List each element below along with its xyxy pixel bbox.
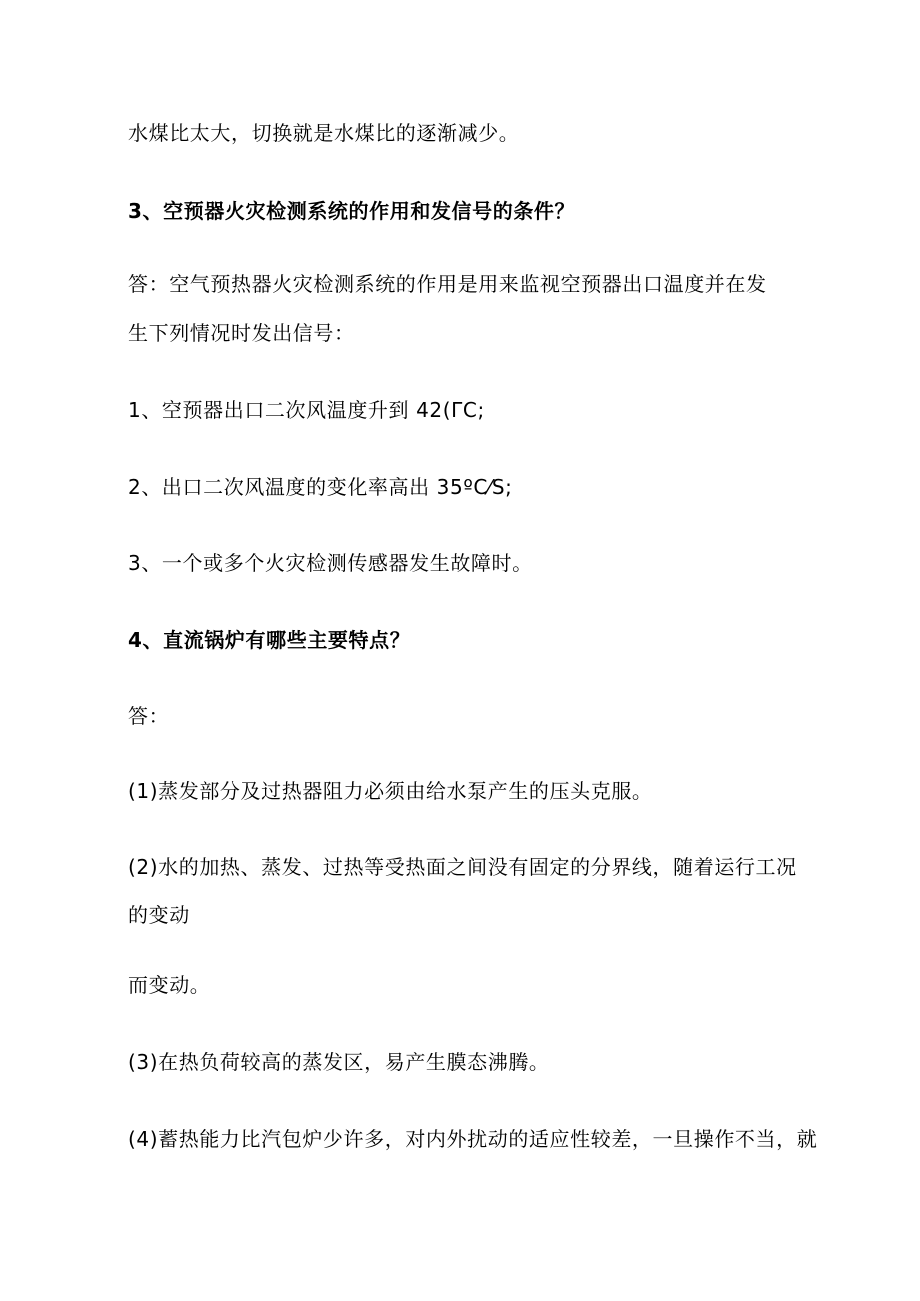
answer-label: 答： <box>128 704 170 728</box>
answer-line: 答：空气预热器火灾检测系统的作用是用来监视空预器出口温度并在发 <box>128 272 767 296</box>
question-heading: 3、空预器火灾检测系统的作用和发信号的条件？ <box>128 199 576 223</box>
paragraph-line: 水煤比太大，切换就是水煤比的逐渐减少。 <box>128 121 520 145</box>
answer-line: 生下列情况时发出信号： <box>128 321 355 345</box>
list-item-continuation: 而变动。 <box>128 973 211 997</box>
list-item: (3)在热负荷较高的蒸发区，易产生膜态沸腾。 <box>128 1050 550 1074</box>
list-item: 2、出口二次风温度的变化率高出 35ºC⁄S; <box>128 475 513 499</box>
list-item: 3、一个或多个火灾检测传感器发生故障时。 <box>128 551 533 575</box>
list-item: (1)蒸发部分及过热器阻力必须由给水泵产生的压头克服。 <box>128 779 653 803</box>
list-item-continuation: 的变动 <box>128 903 190 927</box>
list-item: 1、空预器出口二次风温度升到 42(ΓC; <box>128 398 485 422</box>
list-item: (2)水的加热、蒸发、过热等受热面之间没有固定的分界线，随着运行工况 <box>128 855 797 879</box>
question-heading: 4、直流锅炉有哪些主要特点？ <box>128 628 411 652</box>
list-item: (4)蓄热能力比汽包炉少许多，对内外扰动的适应性较差，一旦操作不当，就 <box>128 1127 818 1151</box>
